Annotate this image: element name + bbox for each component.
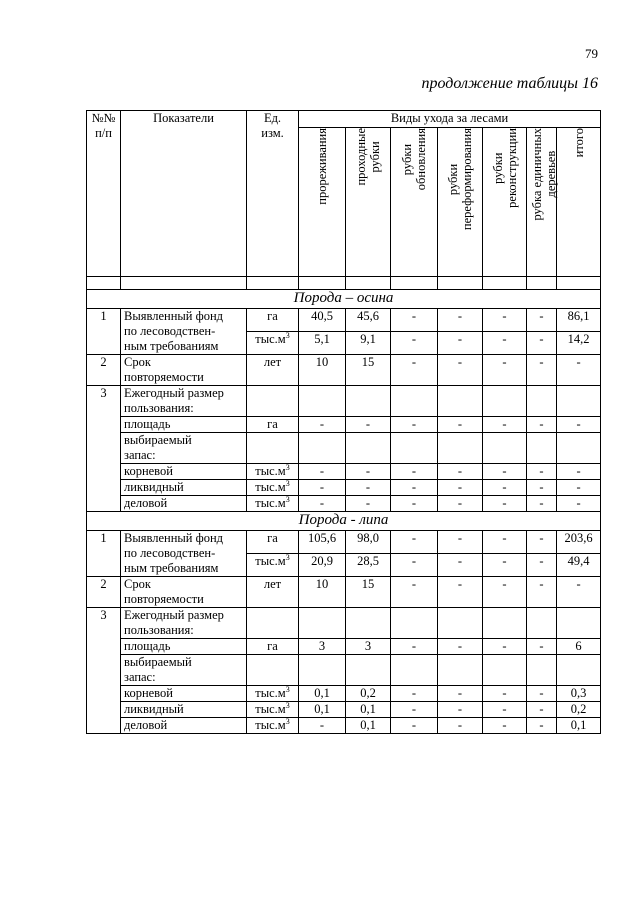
value-cell: - (557, 496, 601, 512)
table-row (87, 639, 601, 655)
label-line: Ежегодный размер (124, 386, 224, 400)
empty-cell (483, 655, 527, 686)
empty-cell (438, 608, 483, 639)
table-row (87, 718, 601, 734)
empty-cell (247, 655, 299, 686)
value-cell: 9,1 (346, 332, 391, 355)
value-cell: - (438, 355, 483, 386)
value-cell: - (527, 531, 557, 554)
value-cell: - (483, 355, 527, 386)
value-cell: - (346, 417, 391, 433)
value-cell: 0,1 (299, 702, 346, 718)
unit-text: га (267, 309, 278, 323)
empty-cell (483, 277, 527, 290)
value-cell: - (438, 577, 483, 608)
header-type-passage-cutting: проходные рубки (346, 128, 391, 277)
forest-care-table (86, 110, 601, 734)
value-cell: - (438, 417, 483, 433)
value-cell: - (299, 464, 346, 480)
unit-text: тыс.м (255, 718, 286, 732)
value-cell: 6 (557, 639, 601, 655)
empty-cell (557, 277, 601, 290)
empty-cell (299, 433, 346, 464)
table-row (87, 686, 601, 702)
row-number: 1 (87, 309, 121, 355)
value-cell: - (391, 417, 438, 433)
header-care-types: Виды ухода за лесами (299, 111, 601, 128)
row-label: корневой (121, 464, 247, 480)
value-cell: - (391, 480, 438, 496)
label-line: Срок (124, 577, 151, 591)
value-cell: 0,1 (299, 686, 346, 702)
value-cell: - (438, 496, 483, 512)
empty-cell (438, 386, 483, 417)
table-row (87, 433, 601, 464)
empty-cell (299, 277, 346, 290)
value-cell: - (438, 309, 483, 332)
value-cell: 15 (346, 577, 391, 608)
value-cell: - (483, 531, 527, 554)
value-cell: 0,1 (346, 718, 391, 734)
row-label: ликвидный (121, 702, 247, 718)
value-cell: 203,6 (557, 531, 601, 554)
value-cell: - (391, 496, 438, 512)
value-cell: 14,2 (557, 332, 601, 355)
unit-cell (247, 531, 299, 554)
row-label (121, 608, 247, 639)
value-cell: - (483, 417, 527, 433)
value-cell: - (557, 355, 601, 386)
unit-superscript: 3 (285, 716, 290, 726)
label-line: по лесоводствен- (124, 546, 216, 560)
value-cell: - (299, 417, 346, 433)
unit-superscript: 3 (285, 462, 290, 472)
label-line: Срок (124, 355, 151, 369)
unit-text: тыс.м (255, 332, 286, 346)
value-cell: 0,1 (557, 718, 601, 734)
value-cell: - (557, 417, 601, 433)
label-line: по лесоводствен- (124, 324, 216, 338)
value-cell: 45,6 (346, 309, 391, 332)
value-cell: - (527, 355, 557, 386)
value-cell: - (391, 577, 438, 608)
label-line: пользования: (124, 401, 194, 415)
table-row (87, 655, 601, 686)
unit-superscript: 3 (285, 330, 290, 340)
value-cell: 15 (346, 355, 391, 386)
empty-cell (391, 655, 438, 686)
unit-cell (247, 702, 299, 718)
unit-text: га (267, 417, 278, 431)
row-label (121, 433, 247, 464)
empty-cell (391, 608, 438, 639)
value-cell: - (299, 718, 346, 734)
label-line: повторяемости (124, 370, 204, 384)
header-type-single-trees: рубка единичных деревьев (527, 128, 557, 277)
empty-cell (557, 386, 601, 417)
value-cell: - (391, 309, 438, 332)
section-title-row (87, 512, 601, 531)
unit-cell (247, 554, 299, 577)
value-cell: - (438, 554, 483, 577)
unit-text: лет (263, 577, 282, 591)
label-line: ным требованиям (124, 339, 219, 353)
table-row (87, 480, 601, 496)
value-cell: - (527, 686, 557, 702)
empty-cell (299, 655, 346, 686)
empty-cell (299, 386, 346, 417)
value-cell: 40,5 (299, 309, 346, 332)
value-cell: - (527, 639, 557, 655)
unit-cell (247, 686, 299, 702)
unit-cell (247, 496, 299, 512)
header-type-reformation: рубки переформирования (438, 128, 483, 277)
value-cell: - (391, 531, 438, 554)
value-cell: - (438, 718, 483, 734)
row-number: 3 (87, 608, 121, 734)
empty-cell (483, 608, 527, 639)
row-label: площадь (121, 417, 247, 433)
label-line: пользования: (124, 623, 194, 637)
table-row (87, 355, 601, 386)
value-cell: - (346, 480, 391, 496)
value-cell: - (483, 639, 527, 655)
row-label (121, 577, 247, 608)
table-row (87, 702, 601, 718)
value-cell: - (438, 686, 483, 702)
value-cell: - (527, 309, 557, 332)
page-number: 79 (585, 46, 598, 61)
unit-superscript: 3 (285, 700, 290, 710)
value-cell: - (438, 702, 483, 718)
value-cell: 0,2 (346, 686, 391, 702)
value-cell: - (483, 496, 527, 512)
empty-cell (346, 277, 391, 290)
empty-cell (247, 433, 299, 464)
value-cell: - (346, 496, 391, 512)
unit-text: тыс.м (255, 464, 286, 478)
table-row (87, 417, 601, 433)
unit-cell (247, 332, 299, 355)
value-cell: - (483, 464, 527, 480)
value-cell: - (438, 464, 483, 480)
value-cell: 49,4 (557, 554, 601, 577)
empty-cell (438, 277, 483, 290)
header-unit: Ед. изм. (247, 111, 299, 277)
table-row (87, 577, 601, 608)
row-label: площадь (121, 639, 247, 655)
empty-cell (346, 386, 391, 417)
label-line: выбираемый (124, 655, 192, 669)
section-title-row (87, 290, 601, 309)
value-cell: - (483, 702, 527, 718)
empty-cell (346, 608, 391, 639)
value-cell: - (527, 577, 557, 608)
header-type-reconstruction: рубки реконструкции (483, 128, 527, 277)
value-cell: - (527, 496, 557, 512)
empty-cell (121, 277, 247, 290)
value-cell: 86,1 (557, 309, 601, 332)
table-row (87, 608, 601, 639)
table-continuation-label: продолжение таблицы 16 (421, 75, 598, 92)
unit-cell (247, 355, 299, 386)
row-label: ликвидный (121, 480, 247, 496)
row-number: 2 (87, 355, 121, 386)
value-cell: 0,1 (346, 702, 391, 718)
empty-cell (391, 433, 438, 464)
value-cell: - (391, 702, 438, 718)
empty-cell (557, 608, 601, 639)
value-cell: - (483, 480, 527, 496)
empty-cell (247, 277, 299, 290)
empty-cell (557, 433, 601, 464)
table-row (87, 531, 601, 554)
label-line: выбираемый (124, 433, 192, 447)
row-label (121, 355, 247, 386)
header-type-thinning: прореживания (299, 128, 346, 277)
value-cell: - (438, 531, 483, 554)
unit-cell (247, 464, 299, 480)
unit-cell (247, 718, 299, 734)
row-label (121, 309, 247, 355)
label-line: ным требованиям (124, 561, 219, 575)
value-cell: 10 (299, 577, 346, 608)
value-cell: - (438, 639, 483, 655)
row-number: 3 (87, 386, 121, 512)
unit-text: тыс.м (255, 686, 286, 700)
value-cell: 3 (346, 639, 391, 655)
value-cell: - (391, 355, 438, 386)
unit-text: тыс.м (255, 554, 286, 568)
table-body (87, 277, 601, 734)
empty-cell (299, 608, 346, 639)
value-cell: 0,2 (557, 702, 601, 718)
unit-text: тыс.м (255, 480, 286, 494)
empty-cell (391, 386, 438, 417)
value-cell: 98,0 (346, 531, 391, 554)
row-label (121, 386, 247, 417)
value-cell: 10 (299, 355, 346, 386)
row-label: деловой (121, 718, 247, 734)
label-line: повторяемости (124, 592, 204, 606)
value-cell: - (557, 577, 601, 608)
table-row (87, 496, 601, 512)
value-cell: 3 (299, 639, 346, 655)
empty-cell (557, 655, 601, 686)
value-cell: - (299, 496, 346, 512)
row-label: корневой (121, 686, 247, 702)
row-number: 2 (87, 577, 121, 608)
unit-cell (247, 577, 299, 608)
value-cell: - (391, 554, 438, 577)
value-cell: - (299, 480, 346, 496)
unit-text: га (267, 531, 278, 545)
empty-cell (247, 386, 299, 417)
header-type-total: итого (557, 128, 601, 277)
empty-cell (346, 655, 391, 686)
value-cell: 20,9 (299, 554, 346, 577)
value-cell: - (483, 577, 527, 608)
spacer-row (87, 277, 601, 290)
label-line: Выявленный фонд (124, 531, 223, 545)
label-line: Выявленный фонд (124, 309, 223, 323)
value-cell: - (391, 332, 438, 355)
header-row-group (87, 111, 601, 128)
value-cell: 28,5 (346, 554, 391, 577)
empty-cell (247, 608, 299, 639)
row-label (121, 531, 247, 577)
value-cell: - (527, 480, 557, 496)
unit-cell (247, 417, 299, 433)
unit-cell (247, 639, 299, 655)
unit-cell (247, 309, 299, 332)
empty-cell (483, 433, 527, 464)
value-cell: 5,1 (299, 332, 346, 355)
unit-superscript: 3 (285, 684, 290, 694)
value-cell: - (527, 464, 557, 480)
table-row (87, 309, 601, 332)
table-row (87, 386, 601, 417)
value-cell: - (391, 464, 438, 480)
empty-cell (483, 386, 527, 417)
value-cell: - (557, 480, 601, 496)
label-line: Ежегодный размер (124, 608, 224, 622)
value-cell: - (438, 480, 483, 496)
value-cell: - (483, 554, 527, 577)
section-title: Порода – осина (87, 290, 601, 309)
row-number: 1 (87, 531, 121, 577)
empty-cell (346, 433, 391, 464)
value-cell: - (557, 464, 601, 480)
empty-cell (438, 655, 483, 686)
value-cell: 105,6 (299, 531, 346, 554)
header-indicator: Показатели (121, 111, 247, 277)
value-cell: - (391, 718, 438, 734)
row-label: деловой (121, 496, 247, 512)
section-title: Порода - липа (87, 512, 601, 531)
unit-cell (247, 480, 299, 496)
value-cell: - (391, 686, 438, 702)
value-cell: - (527, 554, 557, 577)
value-cell: - (527, 702, 557, 718)
unit-superscript: 3 (285, 552, 290, 562)
unit-superscript: 3 (285, 494, 290, 504)
header-num: №№ п/п (87, 111, 121, 277)
value-cell: - (527, 332, 557, 355)
empty-cell (87, 277, 121, 290)
unit-text: тыс.м (255, 702, 286, 716)
value-cell: - (483, 309, 527, 332)
empty-cell (527, 608, 557, 639)
empty-cell (527, 386, 557, 417)
empty-cell (527, 277, 557, 290)
value-cell: 0,3 (557, 686, 601, 702)
label-line: запас: (124, 670, 156, 684)
value-cell: - (527, 417, 557, 433)
table-row (87, 464, 601, 480)
unit-text: лет (263, 355, 282, 369)
unit-text: га (267, 639, 278, 653)
value-cell: - (391, 639, 438, 655)
header-type-renewal: рубки обновления (391, 128, 438, 277)
empty-cell (527, 433, 557, 464)
value-cell: - (438, 332, 483, 355)
value-cell: - (527, 718, 557, 734)
label-line: запас: (124, 448, 156, 462)
value-cell: - (483, 332, 527, 355)
empty-cell (438, 433, 483, 464)
empty-cell (527, 655, 557, 686)
unit-superscript: 3 (285, 478, 290, 488)
empty-cell (391, 277, 438, 290)
unit-text: тыс.м (255, 496, 286, 510)
value-cell: - (346, 464, 391, 480)
value-cell: - (483, 718, 527, 734)
row-label (121, 655, 247, 686)
value-cell: - (483, 686, 527, 702)
